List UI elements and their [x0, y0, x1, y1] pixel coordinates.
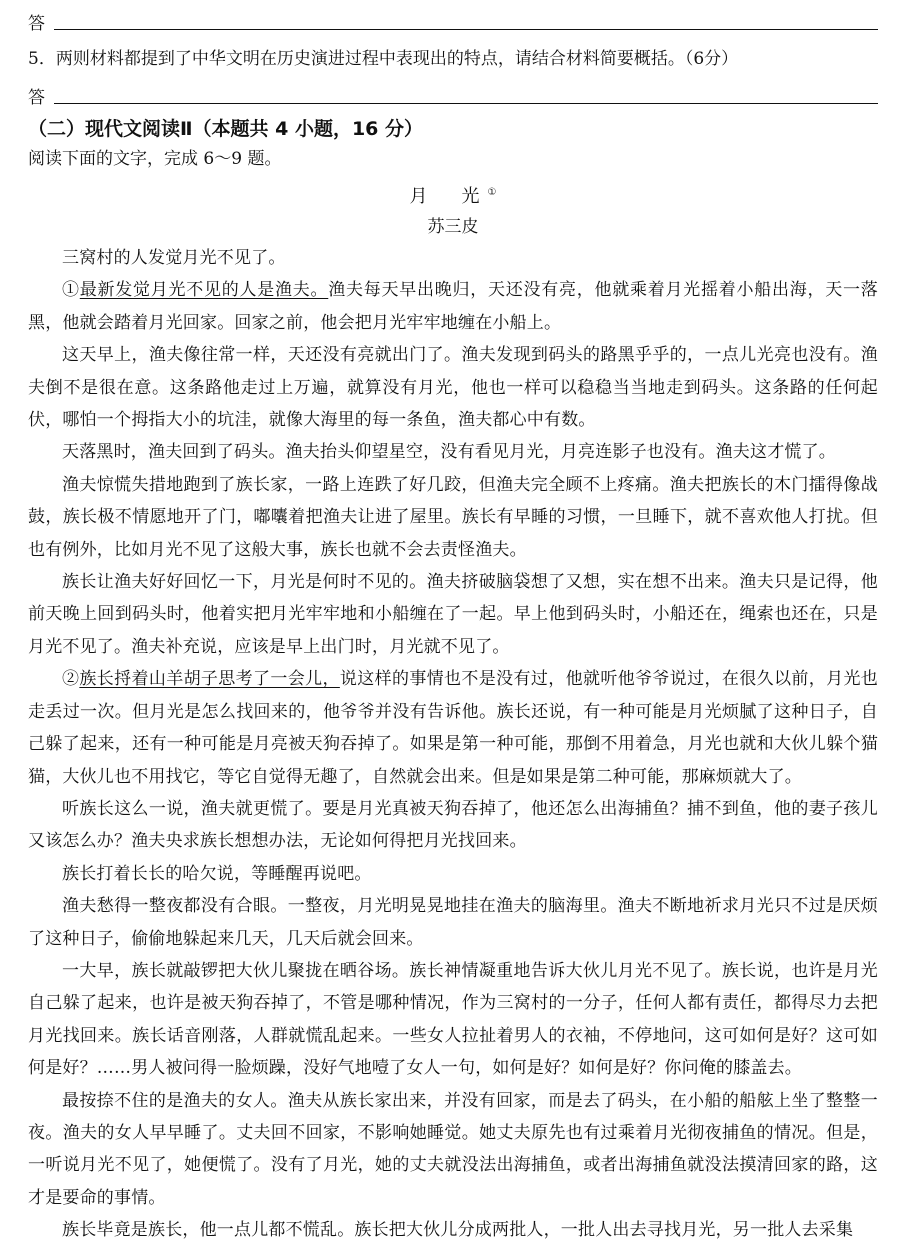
paragraph: [28, 663, 878, 793]
answer-rule[interactable]: [54, 5, 878, 30]
paragraph: 族长让渔夫好好回忆一下，月光是何时不见的。渔夫挤破脑袋想了又想，实在想不出来。渔夫只是记得，他前天晚上回到码头时，他着实把月光牢牢地和小船缠在了一起。早上他到码头时，小船还在，绳索也还在，只是月光不见了。渔夫补充说，应该是早上出门时，月光就不见了。: [28, 572, 878, 657]
question-5: 5．两则材料都提到了中华文明在历史演进过程中表现出的特点，请结合材料简要概括。（6分）: [28, 49, 739, 69]
exam-page: [28, 0, 878, 1247]
footnote-marker: ①: [487, 187, 497, 198]
paragraph-rest: 说这样的事情也不是没有过，他就听他爷爷说过，在很久以前，月光也走丢过一次。但月光是怎么找回来的，他爷爷并没有告诉他。族长还说，有一种可能是月光烦腻了这种日子，自己躲了起来，还有一种可能是月亮被天狗吞掉了。如果是第一种可能，那倒不用着急，月光也就和大伙儿躲个猫猫，大伙儿也不用找它，等它自觉得无趣了，自然就会出来。但是如果是第二种可能，那麻烦就大了。: [28, 669, 879, 787]
paragraph: 族长毕竟是族长，他一点儿都不慌乱。族长把大伙儿分成两批人，一批人出去寻找月光，另一批人去采集: [62, 1220, 854, 1241]
paragraph: 最按捺不住的是渔夫的女人。渔夫从族长家出来，并没有回家，而是去了码头，在小船的船舷上坐了整整一夜。渔夫的女人早早睡了。丈夫回不回家，不影响她睡觉。她丈夫原先也有过乘着月光彻夜捕鱼的情况。但是，一听说月光不见了，她便慌了。没有了月光，她的丈夫就没法出海捕鱼，或者出海捕鱼就没法摸清回家的路，这才是要命的事情。: [28, 1090, 878, 1208]
underlined-sentence: 最新发觉月光不见的人是渔夫。: [79, 280, 329, 301]
sentence-marker: ①: [62, 280, 80, 301]
answer-label: 答: [28, 88, 45, 108]
answer-rule[interactable]: [54, 79, 878, 104]
article-title-text: 月 光: [409, 186, 488, 207]
section-heading: （二）现代文阅读Ⅱ（本题共 4 小题，16 分）: [28, 118, 424, 140]
article-body: [28, 242, 878, 1247]
paragraph: 天落黑时，渔夫回到了码头。渔夫抬头仰望星空，没有看见月光，月亮连影子也没有。渔夫这才慌了。: [62, 442, 836, 463]
answer-label: 答: [28, 14, 45, 34]
paragraph: 渔夫惊慌失措地跑到了族长家，一路上连跌了好几跤，但渔夫完全顾不上疼痛。渔夫把族长的木门擂得像战鼓，族长极不情愿地开了门，嘟囔着把渔夫让进了屋里。族长有早睡的习惯，一旦睡下，就不喜欢他人打扰。但也有例外，比如月光不见了这般大事，族长也就不会去责怪渔夫。: [28, 474, 878, 560]
answer-line-4[interactable]: [28, 0, 878, 34]
sentence-marker: ②: [62, 669, 80, 690]
answer-line-5[interactable]: [28, 74, 878, 108]
reading-instructions: 阅读下面的文字，完成 6～9 题。: [28, 149, 282, 169]
underlined-sentence: 族长捋着山羊胡子思考了一会儿，: [79, 669, 340, 690]
paragraph: 这天早上，渔夫像往常一样，天还没有亮就出门了。渔夫发现到码头的路黑乎乎的，一点儿光亮也没有。渔夫倒不是很在意。这条路他走过上万遍，就算没有月光，他也一样可以稳稳当当地走到码头。这条路的任何起伏，哪怕一个拇指大小的坑洼，就像大海里的每一条鱼，渔夫都心中有数。: [28, 345, 878, 431]
paragraph: 一大早，族长就敲锣把大伙儿聚拢在晒谷场。族长神情凝重地告诉大伙儿月光不见了。族长说，也许是月光自己躲了起来，也许是被天狗吞掉了，不管是哪种情况，作为三窝村的一分子，任何人都有责任，都得尽力去把月光找回来。族长话音刚落，人群就慌乱起来。一些女人拉扯着男人的衣袖，不停地问，这可如何是好？这可如何是好？……男人被问得一脸烦躁，没好气地噎了女人一句，如何是好？如何是好？你问俺的膝盖去。: [28, 960, 878, 1079]
paragraph-rest: 渔夫每天早出晚归，天还没有亮，他就乘着月光摇着小船出海，天一落黑，他就会踏着月光回家。回家之前，他会把月光牢牢地缠在小船上。: [28, 280, 879, 333]
paragraph: 三窝村的人发觉月光不见了。: [62, 248, 286, 268]
article-author: 苏三皮: [427, 217, 479, 237]
paragraph: 听族长这么一说，渔夫就更慌了。要是月光真被天狗吞掉了，他还怎么出海捕鱼？捕不到鱼，他的妻子孩儿又该怎么办？渔夫央求族长想想办法，无论如何得把月光找回来。: [28, 798, 878, 852]
paragraph: 族长打着长长的哈欠说，等睡醒再说吧。: [62, 863, 372, 884]
paragraph: [28, 274, 878, 339]
article-title: [28, 178, 878, 212]
paragraph: 渔夫愁得一整夜都没有合眼。一整夜，月光明晃晃地挂在渔夫的脑海里。渔夫不断地祈求月光只不过是厌烦了这种日子，偷偷地躲起来几天，几天后就会回来。: [28, 896, 878, 949]
